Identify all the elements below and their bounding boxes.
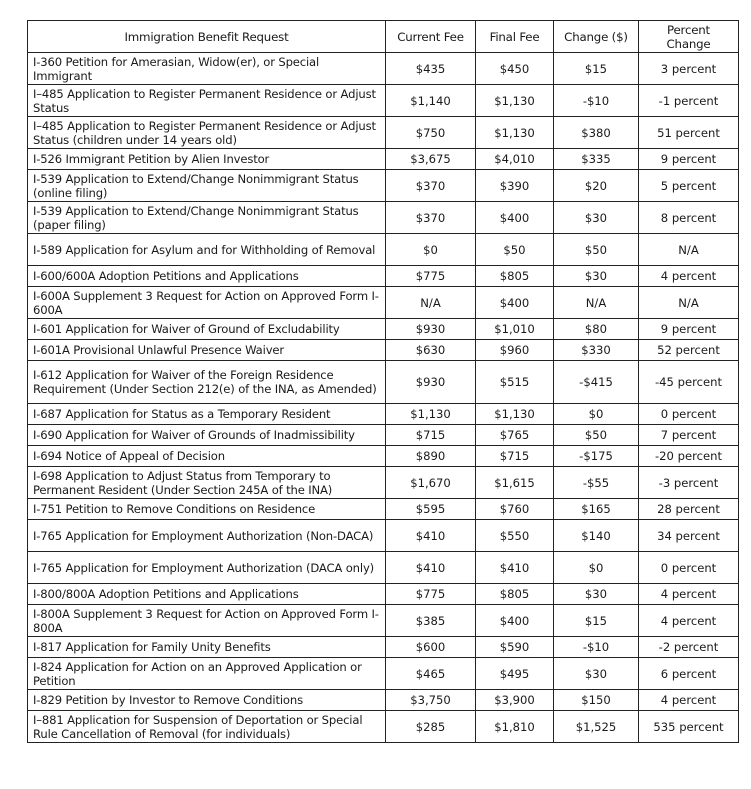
cell-percent-change: N/A xyxy=(639,287,739,319)
cell-current-fee: $3,750 xyxy=(386,690,476,711)
cell-request: I–485 Application to Register Permanent Residence or Adjust Status (children under 14 years old) xyxy=(28,117,386,149)
header-current-fee: Current Fee xyxy=(386,21,476,53)
table-row xyxy=(28,53,739,85)
cell-request: I-539 Application to Extend/Change Nonimmigrant Status (paper filing) xyxy=(28,202,386,234)
cell-percent-change: 4 percent xyxy=(639,584,739,605)
cell-request: I-600/600A Adoption Petitions and Applications xyxy=(28,266,386,287)
table-row xyxy=(28,499,739,520)
cell-final-fee: $590 xyxy=(476,637,554,658)
cell-current-fee: $3,675 xyxy=(386,149,476,170)
cell-request: I-601 Application for Waiver of Ground of Excludability xyxy=(28,319,386,340)
cell-percent-change: 52 percent xyxy=(639,340,739,361)
cell-change: $330 xyxy=(554,340,639,361)
cell-final-fee: $805 xyxy=(476,266,554,287)
table-body xyxy=(28,53,739,743)
cell-final-fee: $450 xyxy=(476,53,554,85)
cell-change: $50 xyxy=(554,234,639,266)
cell-request: I-698 Application to Adjust Status from Temporary to Permanent Resident (Under Section 245A of the INA) xyxy=(28,467,386,499)
cell-final-fee: $760 xyxy=(476,499,554,520)
cell-current-fee: $630 xyxy=(386,340,476,361)
cell-current-fee: $285 xyxy=(386,711,476,743)
cell-final-fee: $400 xyxy=(476,605,554,637)
table-row xyxy=(28,552,739,584)
cell-current-fee: $930 xyxy=(386,319,476,340)
table-row xyxy=(28,117,739,149)
cell-percent-change: -45 percent xyxy=(639,361,739,404)
header-request: Immigration Benefit Request xyxy=(28,21,386,53)
cell-request: I-751 Petition to Remove Conditions on Residence xyxy=(28,499,386,520)
cell-change: $335 xyxy=(554,149,639,170)
table-row xyxy=(28,446,739,467)
table-row xyxy=(28,85,739,117)
cell-percent-change: 34 percent xyxy=(639,520,739,552)
fee-table-container xyxy=(27,20,739,743)
table-row xyxy=(28,605,739,637)
table-row xyxy=(28,170,739,202)
table-row xyxy=(28,202,739,234)
cell-percent-change: -2 percent xyxy=(639,637,739,658)
table-row xyxy=(28,149,739,170)
table-row xyxy=(28,319,739,340)
cell-percent-change: 535 percent xyxy=(639,711,739,743)
cell-current-fee: $465 xyxy=(386,658,476,690)
cell-request: I-765 Application for Employment Authorization (Non-DACA) xyxy=(28,520,386,552)
cell-request: I-539 Application to Extend/Change Nonimmigrant Status (online filing) xyxy=(28,170,386,202)
cell-percent-change: -1 percent xyxy=(639,85,739,117)
cell-final-fee: $3,900 xyxy=(476,690,554,711)
header-final-fee: Final Fee xyxy=(476,21,554,53)
cell-final-fee: $4,010 xyxy=(476,149,554,170)
cell-request: I-601A Provisional Unlawful Presence Waiver xyxy=(28,340,386,361)
cell-percent-change: 5 percent xyxy=(639,170,739,202)
cell-final-fee: $390 xyxy=(476,170,554,202)
cell-percent-change: N/A xyxy=(639,234,739,266)
table-row xyxy=(28,404,739,425)
cell-percent-change: -3 percent xyxy=(639,467,739,499)
cell-request: I–485 Application to Register Permanent Residence or Adjust Status xyxy=(28,85,386,117)
cell-percent-change: 9 percent xyxy=(639,319,739,340)
cell-percent-change: 0 percent xyxy=(639,552,739,584)
cell-current-fee: $715 xyxy=(386,425,476,446)
cell-current-fee: $775 xyxy=(386,266,476,287)
cell-current-fee: $750 xyxy=(386,117,476,149)
cell-request: I-694 Notice of Appeal of Decision xyxy=(28,446,386,467)
cell-current-fee: $775 xyxy=(386,584,476,605)
cell-percent-change: 4 percent xyxy=(639,605,739,637)
table-row xyxy=(28,467,739,499)
cell-final-fee: $410 xyxy=(476,552,554,584)
cell-percent-change: 9 percent xyxy=(639,149,739,170)
cell-change: $80 xyxy=(554,319,639,340)
cell-change: $20 xyxy=(554,170,639,202)
cell-final-fee: $1,010 xyxy=(476,319,554,340)
cell-final-fee: $1,130 xyxy=(476,117,554,149)
cell-change: $0 xyxy=(554,552,639,584)
cell-current-fee: $930 xyxy=(386,361,476,404)
cell-change: $30 xyxy=(554,584,639,605)
table-row xyxy=(28,287,739,319)
cell-final-fee: $1,130 xyxy=(476,404,554,425)
cell-change: -$10 xyxy=(554,637,639,658)
cell-change: $30 xyxy=(554,266,639,287)
cell-current-fee: $410 xyxy=(386,552,476,584)
header-percent-change: Percent Change xyxy=(639,21,739,53)
cell-current-fee: N/A xyxy=(386,287,476,319)
cell-change: $15 xyxy=(554,605,639,637)
table-row xyxy=(28,658,739,690)
cell-current-fee: $1,670 xyxy=(386,467,476,499)
cell-change: $150 xyxy=(554,690,639,711)
cell-current-fee: $370 xyxy=(386,202,476,234)
cell-request: I-690 Application for Waiver of Grounds of Inadmissibility xyxy=(28,425,386,446)
cell-percent-change: 28 percent xyxy=(639,499,739,520)
cell-current-fee: $385 xyxy=(386,605,476,637)
cell-final-fee: $50 xyxy=(476,234,554,266)
cell-final-fee: $1,615 xyxy=(476,467,554,499)
cell-current-fee: $1,140 xyxy=(386,85,476,117)
table-row xyxy=(28,637,739,658)
table-row xyxy=(28,690,739,711)
cell-final-fee: $550 xyxy=(476,520,554,552)
cell-percent-change: 7 percent xyxy=(639,425,739,446)
fee-comparison-table xyxy=(27,20,739,743)
cell-percent-change: 0 percent xyxy=(639,404,739,425)
cell-final-fee: $1,130 xyxy=(476,85,554,117)
cell-change: -$10 xyxy=(554,85,639,117)
cell-change: $30 xyxy=(554,202,639,234)
cell-change: $0 xyxy=(554,404,639,425)
cell-request: I-360 Petition for Amerasian, Widow(er), or Special Immigrant xyxy=(28,53,386,85)
cell-final-fee: $495 xyxy=(476,658,554,690)
cell-current-fee: $410 xyxy=(386,520,476,552)
table-header-row xyxy=(28,21,739,53)
cell-request: I-612 Application for Waiver of the Foreign Residence Requirement (Under Section 212(e) of the INA, as Amended) xyxy=(28,361,386,404)
cell-request: I-817 Application for Family Unity Benefits xyxy=(28,637,386,658)
cell-final-fee: $515 xyxy=(476,361,554,404)
cell-current-fee: $1,130 xyxy=(386,404,476,425)
cell-request: I-829 Petition by Investor to Remove Conditions xyxy=(28,690,386,711)
table-row xyxy=(28,340,739,361)
cell-request: I-600A Supplement 3 Request for Action on Approved Form I-600A xyxy=(28,287,386,319)
cell-final-fee: $1,810 xyxy=(476,711,554,743)
table-row xyxy=(28,584,739,605)
table-row xyxy=(28,711,739,743)
table-row xyxy=(28,425,739,446)
cell-request: I-800A Supplement 3 Request for Action on Approved Form I-800A xyxy=(28,605,386,637)
cell-final-fee: $715 xyxy=(476,446,554,467)
cell-percent-change: 8 percent xyxy=(639,202,739,234)
cell-request: I-765 Application for Employment Authorization (DACA only) xyxy=(28,552,386,584)
cell-final-fee: $805 xyxy=(476,584,554,605)
cell-percent-change: -20 percent xyxy=(639,446,739,467)
cell-request: I-800/800A Adoption Petitions and Applications xyxy=(28,584,386,605)
cell-final-fee: $765 xyxy=(476,425,554,446)
cell-current-fee: $890 xyxy=(386,446,476,467)
table-row xyxy=(28,361,739,404)
cell-request: I-687 Application for Status as a Temporary Resident xyxy=(28,404,386,425)
cell-change: -$415 xyxy=(554,361,639,404)
cell-final-fee: $960 xyxy=(476,340,554,361)
header-change: Change ($) xyxy=(554,21,639,53)
cell-change: $15 xyxy=(554,53,639,85)
cell-change: N/A xyxy=(554,287,639,319)
cell-final-fee: $400 xyxy=(476,202,554,234)
cell-change: $140 xyxy=(554,520,639,552)
cell-percent-change: 4 percent xyxy=(639,266,739,287)
cell-percent-change: 3 percent xyxy=(639,53,739,85)
cell-current-fee: $600 xyxy=(386,637,476,658)
cell-percent-change: 6 percent xyxy=(639,658,739,690)
cell-change: -$175 xyxy=(554,446,639,467)
cell-change: $30 xyxy=(554,658,639,690)
cell-percent-change: 4 percent xyxy=(639,690,739,711)
table-row xyxy=(28,520,739,552)
cell-current-fee: $435 xyxy=(386,53,476,85)
cell-change: $1,525 xyxy=(554,711,639,743)
cell-request: I-589 Application for Asylum and for Withholding of Removal xyxy=(28,234,386,266)
cell-change: $50 xyxy=(554,425,639,446)
cell-request: I–881 Application for Suspension of Deportation or Special Rule Cancellation of Removal (for individuals) xyxy=(28,711,386,743)
cell-current-fee: $595 xyxy=(386,499,476,520)
cell-final-fee: $400 xyxy=(476,287,554,319)
cell-current-fee: $0 xyxy=(386,234,476,266)
cell-request: I-824 Application for Action on an Approved Application or Petition xyxy=(28,658,386,690)
cell-percent-change: 51 percent xyxy=(639,117,739,149)
cell-request: I-526 Immigrant Petition by Alien Investor xyxy=(28,149,386,170)
cell-current-fee: $370 xyxy=(386,170,476,202)
cell-change: $380 xyxy=(554,117,639,149)
table-row xyxy=(28,266,739,287)
table-row xyxy=(28,234,739,266)
cell-change: -$55 xyxy=(554,467,639,499)
cell-change: $165 xyxy=(554,499,639,520)
